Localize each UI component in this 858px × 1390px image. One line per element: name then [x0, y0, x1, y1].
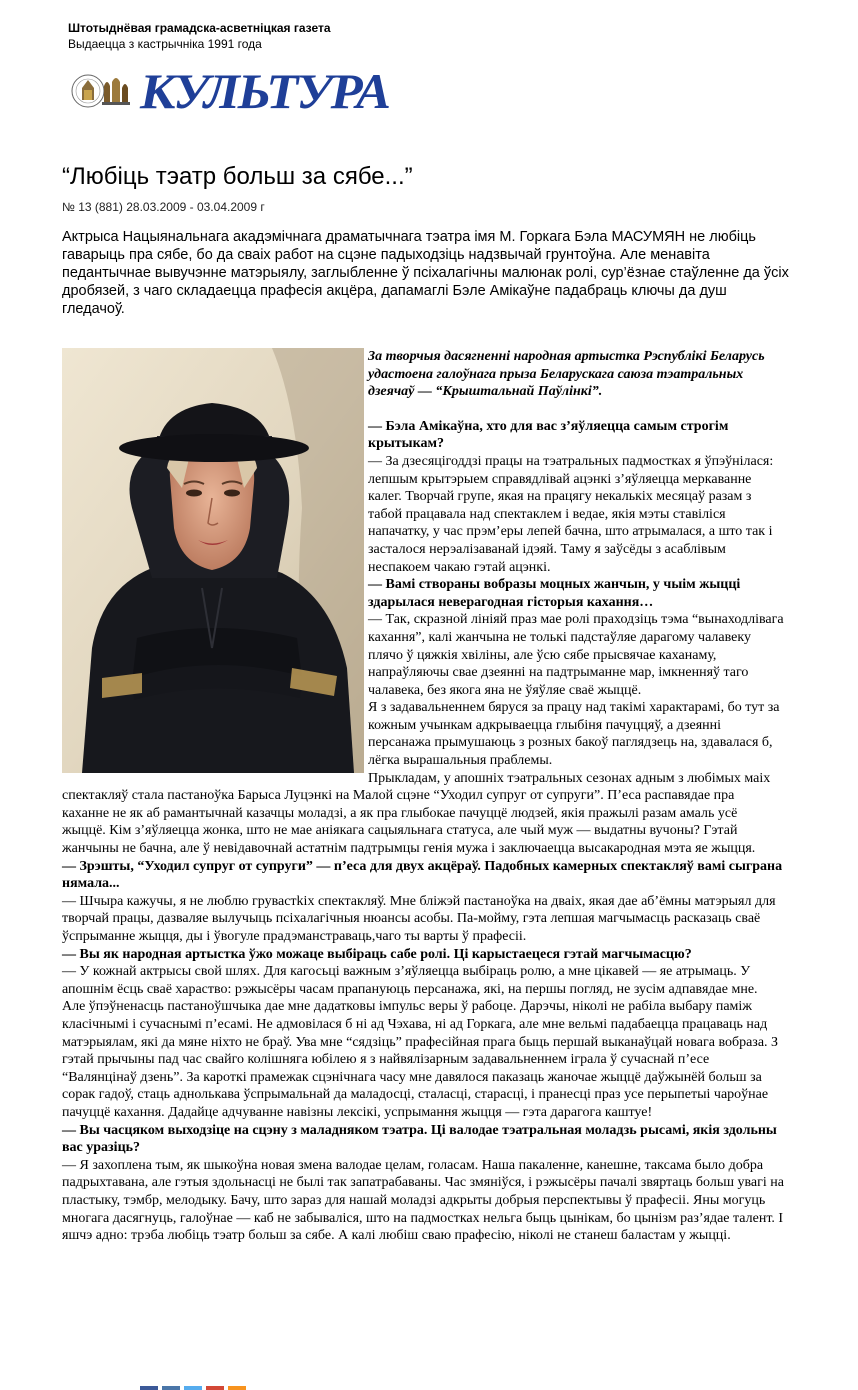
theatre-emblem-icon [70, 68, 136, 114]
answer-3: — Шчыра кажучы, я не люблю груваcтkix спектакляў. Мне бліжэй пастаноўка на дваіх, якая дае аб’ёмны матэрыял для творчай працы, дазваляе вылучыць псіхалагічныя нюансы асобы. Па-мойму, гэта лепшая магчымасць расказаць сваё ўспрыманне жыцця, ды і ўвогуле прадэманстраваць,чаго ты варты ў прафесіі. [62, 893, 776, 944]
answer-2-continued: Я з задавальненнем бяруся за працу над такімі характарамі, бо тут за кожным учынкам адкрываецца глыбіня пачуццяў, а дзеянні персанажа прымушаюць з розных бакоў паглядзець на, здавалася б, лёгка вырашальныя праблемы. [368, 700, 780, 769]
question-5: — Вы часцяком выходзіце на сцэну з маладняком тэатра. Ці валодае тэатральная моладзь рысамі, якія здольны вас уразіць? [62, 1122, 777, 1156]
masthead [68, 20, 488, 52]
question-2: — Вамі створаны вобразы моцных жанчын, у чыім жыцці здарылася неверагодная гісторыя кахання… [368, 577, 741, 610]
logo-wordmark: КУЛЬТУРА [140, 63, 389, 119]
article-body [62, 348, 784, 1245]
question-3: — Зрэшты, “Уходил супруг от супруги” — п’еса для двух акцёраў. Падобных камерных спектакляў вамі сыграна нямала... [62, 858, 783, 892]
article-title: “Любіць тэатр больш за сябе...” [62, 163, 413, 190]
question-1: — Бэла Амікаўна, хто для вас з’яўляецца самым строгім крытыкам? [368, 418, 729, 452]
share-google-icon[interactable] [206, 1386, 224, 1390]
answer-1: — За дзесяцігоддзі працы на тэатральных падмостках я ўпэўнілася: лепшым крытэрыем справядлівай ацэнкі з’яўляецца меркаванне калег. Творчай групе, якая на працягу некалькіх месяцаў разам з табой працавала над спектаклем і ведае, якія мэты ставіліся напачатку, у час прэм’еры лепей бачна, што атрымалася, а што так і засталося нерэалізаванай ідэяй. Таму я заўсёды з асаблівым неспакоем чакаю гэтай ацэнкі. [368, 453, 774, 575]
site-logo[interactable] [70, 63, 389, 119]
masthead-since: Выдаецца з кастрычніка 1991 года [68, 37, 262, 51]
share-facebook-icon[interactable] [140, 1386, 158, 1390]
article-lead: Актрыса Нацыянальнага акадэмічнага драматычнага тэатра імя М. Горкага Бэла МАСУМЯН не любіць гаварыць пра сябе, бо да сваіх работ на сцэне падыходзіць надзвычай грунтоўна. Але менавіта педантычнае вывучэнне матэрыялу, заглыбленне ў псіхалагічны малюнак ролі, сур’ёзнае стаўленне да ўсіх дробязей, з чаго складаецца прафесія акцёра, дапамаглі Бэле Амікаўне падабраць ключы да душ гледачоў. [62, 229, 789, 317]
masthead-tagline: Штотыднёвая грамадска-асветніцкая газета [68, 21, 331, 35]
issue-info: № 13 (881) 28.03.2009 - 03.04.2009 г [62, 200, 265, 214]
answer-4: — У кожнай актрысы свой шлях. Для кагосьці важным з’яўляецца выбіраць ролю, а мне цікавей — яе атрымаць. У апошнім ёсць сваё харaство: рэжысёры часам прапануюць персанажа, які, на першы погляд, не зусім адпавядае мне. Але ўпэўненасць пастаноўшчыка дае мне дадатковы імпульс веры ў рабоце. Дарэчы, ніколі не рабіла выбару паміж класічнымі і сучаснымі п’есамі. Не адмовілася б ні ад Чэхава, ні ад Горкага, але мне вельмі падабаецца працаваць над матэрыялам, які да мяне ніхто не браў. Ува мне “сядзіць” прафесійная прага быць першай выканаўцай новага вобраза. З гэтай прычыны пад час свайго колішняга юбілею я з найвялізарным задавальненнем іграла ў сучаснай п’есе “Валянцінаў дзень”. За кароткі прамежак сцэнічнага часу мне давялося паказаць жаночае жыццё даўжынёй больш за сорак гадоў, стаць аднолькава ўспрымальнай да маладосці, сталасці, старасці, і пранесці праз усе перыпетыі чароўнае пачуццё кахання. Дадайце адчуванне навізны лексікі, успрымання жыцця — гэта дарагога каштуе! [62, 964, 779, 1120]
photo-spacer [62, 348, 368, 786]
photo-caption: За творчыя дасягненні народная артыстка Рэспублікі Беларусь удастоена галоўнага прыза Беларускага саюза тэатральных дзеячаў — “Крыштальнай Паўлінкі”. [368, 349, 765, 400]
answer-5: — Я захоплена тым, як шыкоўна новая змена валодае целам, голасам. Наша пакаленне, канешне, таксама было добра падрыхтавана, але гэтыя здольнасці не былі так запатрабаваны. Час змяніўся, і рэжысёры пачалі звяртаць больш увагі на пластыку, тэмбр, мелодыку. Бачу, што зараз для нашай моладзі адкрыты добрыя перспектывы ў прафесіі. Яны могуць многага дасягнуць, галоўнае — каб не забываліся, што на падмостках нельга быць цынікам, бо цынізм раз’ядае талент. І яшчэ адно: трэба любіць тэатр больш за сябе. А калі любіш сваю прафесію, ніколі не станеш баластам у жыцці. [62, 1157, 784, 1244]
share-buttons [140, 1386, 246, 1390]
share-odnoklassniki-icon[interactable] [228, 1386, 246, 1390]
share-twitter-icon[interactable] [184, 1386, 202, 1390]
question-4: — Вы як народная артыстка ўжо можаце выбіраць сабе ролі. Ці карыстаецеся гэтай магчымасцю? [62, 946, 692, 962]
answer-2: — Так, скразной лініяй праз мае ролі праходзіць тэма “вынаходлівага кахання”, калі жанчына не толькі падстаўляе дарагому чалавеку плячо ў цяжкія хвіліны, але ўсю сябе прысвячае каханаму, напраўляючы свае дзеянні на падтрыманне мар, імкненняў таго чалавека, без якога яна не ўяўляе сваё жыццё. [368, 612, 784, 698]
share-vk-icon[interactable] [162, 1386, 180, 1390]
answer-2-example: Прыкладам, у апошніх тэатральных сезонах адным з любімых маіх спектакляў стала пастаноўка Барыса Луцэнкі на Малой сцэне “Уходил супруг от супруги”. П’еса распавядае пра каханне не як аб рамантычнай казачцы моладзі, а як пра глыбокае пачуццё людзей, якія пражылі разам амаль усё жыццё. Кім з’яўляецца жонка, што не мае аніякага сацыяльнага статуса, але чый муж — выдатны вучоны? Гэтай жанчыны не бачна, але ў невідавочнай астатнім падтрымцы генія мужа і заключаецца высакародная мэта яе жыцця. [62, 770, 771, 857]
